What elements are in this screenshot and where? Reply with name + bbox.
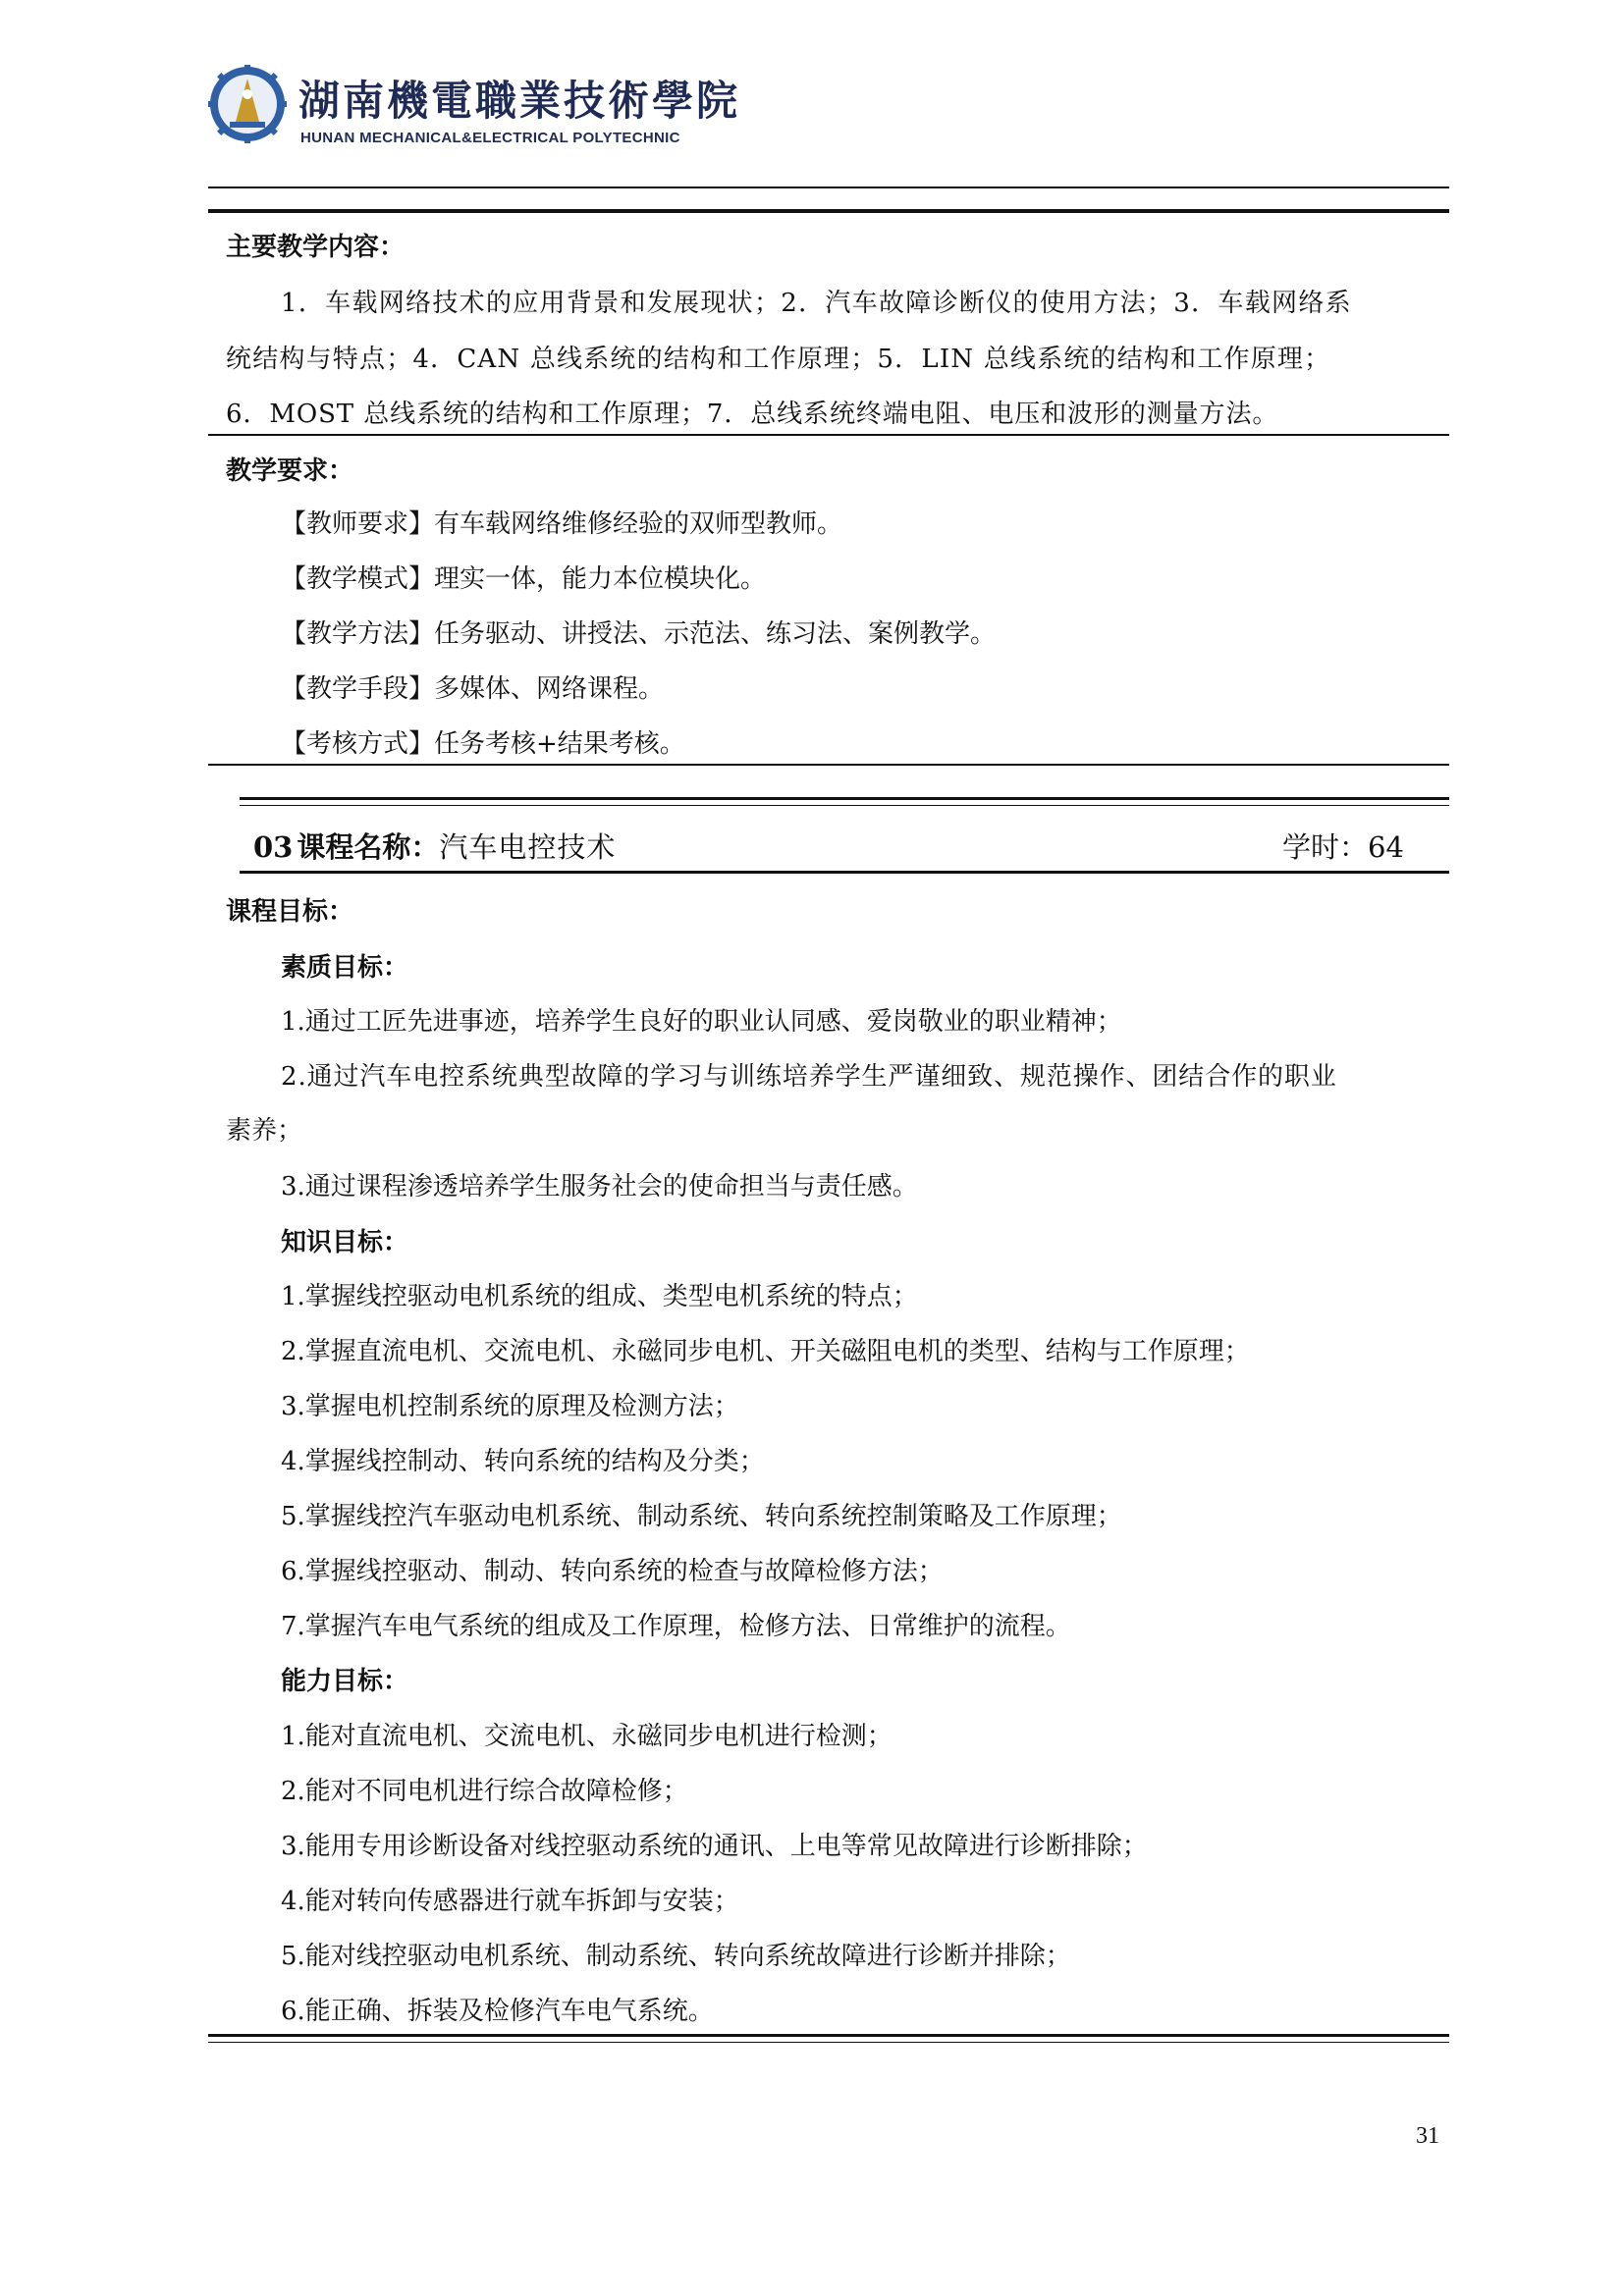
course-title bbox=[253, 829, 616, 865]
ability-line: 5.能对线控驱动电机系统、制动系统、转向系统故障进行诊断并排除； bbox=[281, 1942, 1071, 1971]
course-hours-value: 64 bbox=[1368, 830, 1404, 864]
course-name: 汽车电控技术 bbox=[439, 830, 617, 864]
course-rule-top-thick bbox=[240, 797, 1449, 800]
section-end-rule bbox=[208, 764, 1449, 766]
quality-line: 1.通过工匠先进事迹，培养学生良好的职业认同感、爱岗敬业的职业精神； bbox=[281, 1007, 1122, 1037]
ability-label: 能力目标： bbox=[281, 1667, 409, 1696]
requirement-item: 【考核方式】任务考核+结果考核。 bbox=[281, 729, 685, 759]
course-rule-top-thin bbox=[240, 805, 1449, 806]
ability-line: 1.能对直流电机、交流电机、永磁同步电机进行检测； bbox=[281, 1722, 893, 1751]
main-content-label: 主要教学内容： bbox=[226, 233, 406, 262]
school-logo bbox=[208, 65, 287, 143]
course-rule-bottom bbox=[240, 871, 1449, 874]
footer-rule-thick bbox=[208, 2034, 1449, 2037]
ability-line: 4.能对转向传感器进行就车拆卸与安装； bbox=[281, 1887, 739, 1916]
ability-line: 3.能用专用诊断设备对线控驱动系统的通讯、上电等常见故障进行诊断排除； bbox=[281, 1832, 1148, 1861]
requirement-item: 【教师要求】有车载网络维修经验的双师型教师。 bbox=[281, 509, 843, 539]
knowledge-line: 6.掌握线控驱动、制动、转向系统的检查与故障检修方法； bbox=[281, 1557, 944, 1586]
course-number: 03 bbox=[253, 830, 294, 864]
course-name-label: 课程名称： bbox=[297, 830, 440, 864]
school-name-cn: 湖南機電職業技術學院 bbox=[298, 77, 741, 125]
header-rule-thin bbox=[208, 187, 1449, 188]
knowledge-label: 知识目标： bbox=[281, 1228, 409, 1257]
divider-rule bbox=[208, 434, 1449, 436]
knowledge-line: 7.掌握汽车电气系统的组成及工作原理，检修方法、日常维护的流程。 bbox=[281, 1612, 1071, 1641]
ability-line: 2.能对不同电机进行综合故障检修； bbox=[281, 1777, 688, 1806]
page-number: 31 bbox=[1416, 2123, 1439, 2149]
knowledge-line: 4.掌握线控制动、转向系统的结构及分类； bbox=[281, 1447, 765, 1476]
main-content-line: 统结构与特点；4．CAN 总线系统的结构和工作原理；5．LIN 总线系统的结构和工作原理； bbox=[226, 345, 1331, 374]
footer-rule-thin bbox=[208, 2042, 1449, 2043]
quality-line: 2.通过汽车电控系统典型故障的学习与训练培养学生严谨细致、规范操作、团结合作的职业 bbox=[281, 1062, 1337, 1092]
requirement-item: 【教学模式】理实一体，能力本位模块化。 bbox=[281, 564, 767, 594]
knowledge-line: 1.掌握线控驱动电机系统的组成、类型电机系统的特点； bbox=[281, 1282, 918, 1311]
main-content-line: 6．MOST 总线系统的结构和工作原理；7．总线系统终端电阻、电压和波形的测量方法。 bbox=[226, 400, 1279, 429]
header-rule-thick bbox=[208, 209, 1449, 213]
requirement-item: 【教学手段】多媒体、网络课程。 bbox=[281, 674, 665, 704]
quality-label: 素质目标： bbox=[281, 953, 409, 983]
knowledge-line: 5.掌握线控汽车驱动电机系统、制动系统、转向系统控制策略及工作原理； bbox=[281, 1502, 1122, 1531]
requirements-label: 教学要求： bbox=[226, 456, 354, 486]
knowledge-line: 2.掌握直流电机、交流电机、永磁同步电机、开关磁阻电机的类型、结构与工作原理； bbox=[281, 1337, 1250, 1366]
ability-line: 6.能正确、拆装及检修汽车电气系统。 bbox=[281, 1997, 714, 2026]
school-name-en: HUNAN MECHANICAL&ELECTRICAL POLYTECHNIC bbox=[300, 130, 680, 146]
school-emblem-icon bbox=[208, 65, 287, 143]
requirement-item: 【教学方法】任务驱动、讲授法、示范法、练习法、案例教学。 bbox=[281, 619, 997, 649]
quality-line: 素养； bbox=[226, 1116, 303, 1146]
objectives-label: 课程目标： bbox=[226, 897, 354, 927]
knowledge-line: 3.掌握电机控制系统的原理及检测方法； bbox=[281, 1392, 739, 1421]
quality-line: 3.通过课程渗透培养学生服务社会的使命担当与责任感。 bbox=[281, 1172, 918, 1201]
course-hours bbox=[1282, 829, 1404, 865]
course-hours-label: 学时： bbox=[1282, 830, 1369, 864]
main-content-line: 1．车载网络技术的应用背景和发展现状；2．汽车故障诊断仪的使用方法；3．车载网络系 bbox=[281, 289, 1352, 318]
